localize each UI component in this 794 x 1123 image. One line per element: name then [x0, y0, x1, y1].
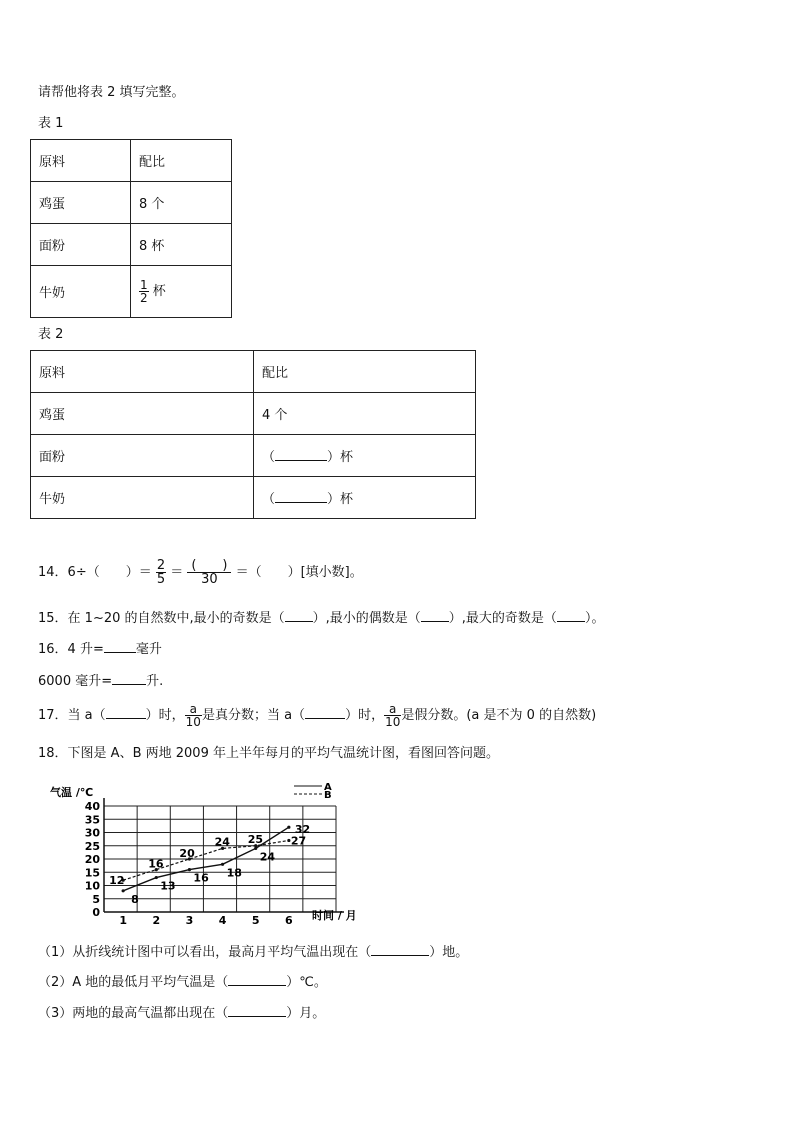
- q18-2-text-a: （2）A 地的最低月平均气温是（: [38, 975, 229, 990]
- table-row: [31, 393, 476, 435]
- fraction-denominator: 2: [140, 291, 148, 305]
- table1: [30, 139, 232, 318]
- data-label-B: 12: [109, 874, 125, 888]
- fraction-numerator[interactable]: ( ): [187, 559, 231, 573]
- table-cell: 4 个: [254, 393, 476, 435]
- data-label-A: 16: [193, 871, 209, 885]
- table-row: [31, 435, 476, 477]
- fraction-denominator: 10: [385, 715, 401, 729]
- answer-blank[interactable]: [106, 706, 146, 719]
- table-row: [31, 224, 232, 266]
- data-label-B: 25: [247, 832, 264, 846]
- data-point-A: [155, 876, 158, 879]
- table2-caption: 表 2: [38, 327, 64, 342]
- paren-open: （: [262, 450, 276, 465]
- fraction-numerator: 1: [140, 278, 148, 292]
- data-label-B: 20: [179, 847, 195, 860]
- data-label-A: 13: [160, 879, 176, 893]
- q17-text-1: 17．当 a（: [38, 708, 106, 723]
- q17-text-3: 是真分数；当 a（: [201, 708, 306, 723]
- table-header-cell: 配比: [131, 140, 232, 182]
- data-point-A: [188, 868, 191, 871]
- y-tick-label: 0: [92, 906, 100, 919]
- y-tick-label: 25: [84, 839, 100, 853]
- x-tick-label: 6: [285, 914, 293, 926]
- y-axis-label: 气温 /℃: [50, 786, 94, 799]
- table-header-cell: 配比: [254, 351, 476, 393]
- table-row: [31, 351, 476, 393]
- question-18-part-1: [38, 943, 468, 962]
- question-16-line-1: [38, 640, 162, 659]
- table2: [30, 350, 476, 519]
- answer-blank[interactable]: [275, 490, 327, 503]
- fraction-numerator: a: [185, 703, 202, 716]
- data-point-A: [287, 826, 290, 829]
- y-tick-label: 10: [84, 879, 100, 893]
- data-label-B: 16: [148, 857, 164, 871]
- paren-close: ）杯: [327, 492, 354, 507]
- fraction-denominator: 10: [185, 715, 201, 729]
- q18-1-text-a: （1）从折线统计图中可以看出，最高月平均气温出现在（: [38, 945, 372, 960]
- y-tick-label: 5: [92, 892, 100, 906]
- fraction: [139, 279, 149, 304]
- table-cell: 8 杯: [131, 224, 232, 266]
- answer-blank[interactable]: [371, 943, 429, 956]
- question-16-line-2: [38, 672, 163, 691]
- table-row: [31, 477, 476, 519]
- data-label-B: 24: [214, 835, 230, 849]
- chart-data-labels: [109, 823, 310, 906]
- q15-text-4: ）。: [584, 611, 605, 626]
- legend-label-B: B: [324, 790, 332, 801]
- q18-3-text-a: （3）两地的最高气温都出现在（: [38, 1006, 229, 1021]
- table-cell: 牛奶: [31, 266, 131, 318]
- answer-blank[interactable]: [275, 448, 327, 461]
- legend-label-A: A: [324, 782, 332, 793]
- fraction: [384, 703, 401, 728]
- table-cell: [131, 266, 232, 318]
- q15-text-3: ）,最大的奇数是（: [448, 611, 557, 626]
- table-cell: 面粉: [31, 435, 254, 477]
- table-row: [31, 266, 232, 318]
- data-label-A: 24: [259, 850, 276, 864]
- chart-legend: [294, 782, 332, 801]
- y-tick-label: 35: [84, 813, 100, 827]
- answer-blank[interactable]: [305, 706, 345, 719]
- fraction-denominator: 5: [156, 572, 166, 587]
- q16-text-3: 6000 毫升=: [38, 674, 113, 689]
- y-tick-label: 20: [84, 853, 100, 866]
- data-point-A: [221, 863, 224, 866]
- question-17: [38, 700, 596, 732]
- table1-caption: 表 1: [38, 116, 64, 131]
- answer-blank[interactable]: [421, 609, 449, 622]
- table-cell: 牛奶: [31, 477, 254, 519]
- paren-close: ）杯: [327, 450, 354, 465]
- chart-axes: [104, 798, 344, 912]
- y-tick-label: 30: [84, 826, 100, 840]
- temperature-line-chart: [40, 776, 380, 926]
- table-cell: 8 个: [131, 182, 232, 224]
- q18-3-text-b: ）月。: [286, 1006, 326, 1021]
- answer-blank[interactable]: [228, 1004, 286, 1017]
- table-header-cell: 原料: [31, 351, 254, 393]
- y-tick-label: 40: [84, 800, 100, 813]
- q18-1-text-b: ）地。: [429, 945, 469, 960]
- x-tick-label: 3: [185, 914, 194, 926]
- question-14: [38, 553, 363, 593]
- q18-2-text-b: ）℃。: [286, 975, 327, 990]
- fraction-numerator: a: [384, 703, 401, 716]
- x-tick-label: 4: [218, 914, 227, 926]
- q17-text-2: ）时，: [145, 708, 185, 723]
- data-label-A: 18: [226, 866, 242, 880]
- q15-text-1: 15．在 1~20 的自然数中,最小的奇数是（: [38, 611, 285, 626]
- fraction: [156, 559, 166, 586]
- x-tick-label: 1: [119, 914, 127, 926]
- table-cell: 鸡蛋: [31, 393, 254, 435]
- intro-text: 请帮他将表 2 填写完整。: [38, 85, 185, 100]
- x-axis-label: 时间 / 月: [312, 909, 357, 922]
- data-label-A: 32: [294, 823, 311, 837]
- q16-text-1: 16．4 升=: [38, 642, 104, 657]
- paren-open: （: [262, 492, 276, 507]
- q17-text-5: 是假分数。(a 是不为 0 的自然数): [401, 708, 597, 723]
- table-cell: [254, 435, 476, 477]
- unit-text: 杯: [152, 284, 166, 299]
- answer-blank[interactable]: [228, 973, 286, 986]
- question-18: 18．下图是 A、B 两地 2009 年上半年每月的平均气温统计图，看图回答问题。: [38, 746, 499, 761]
- answer-blank[interactable]: [285, 609, 313, 622]
- table-row: [31, 182, 232, 224]
- fraction: [185, 703, 202, 728]
- fraction-denominator: 30: [201, 572, 218, 587]
- table-row: [31, 140, 232, 182]
- table-cell: 面粉: [31, 224, 131, 266]
- q17-text-4: ）时，: [345, 708, 385, 723]
- q16-text-4: 升.: [146, 674, 164, 689]
- question-18-part-2: [38, 973, 327, 992]
- equals-sign: ＝: [170, 565, 184, 580]
- table-cell: 鸡蛋: [31, 182, 131, 224]
- question-15: [38, 609, 604, 628]
- x-tick-label: 2: [152, 914, 161, 926]
- data-label-B: 27: [290, 834, 307, 848]
- x-tick-label: 5: [251, 914, 260, 926]
- fraction: [187, 559, 231, 586]
- table-cell: [254, 477, 476, 519]
- fraction-numerator: 2: [156, 558, 166, 573]
- q16-text-2: 毫升: [135, 642, 162, 657]
- y-tick-label: 15: [84, 866, 100, 880]
- q15-text-2: ）,最小的偶数是（: [312, 611, 421, 626]
- answer-blank[interactable]: [104, 640, 136, 653]
- data-point-A: [122, 889, 125, 892]
- data-label-A: 8: [131, 892, 139, 906]
- answer-blank[interactable]: [112, 672, 146, 685]
- q14-suffix: ＝（ ）[填小数]。: [235, 565, 363, 580]
- answer-blank[interactable]: [557, 609, 585, 622]
- table-header-cell: 原料: [31, 140, 131, 182]
- q14-prefix: 14．6÷（ ）＝: [38, 565, 152, 580]
- question-18-part-3: [38, 1004, 325, 1023]
